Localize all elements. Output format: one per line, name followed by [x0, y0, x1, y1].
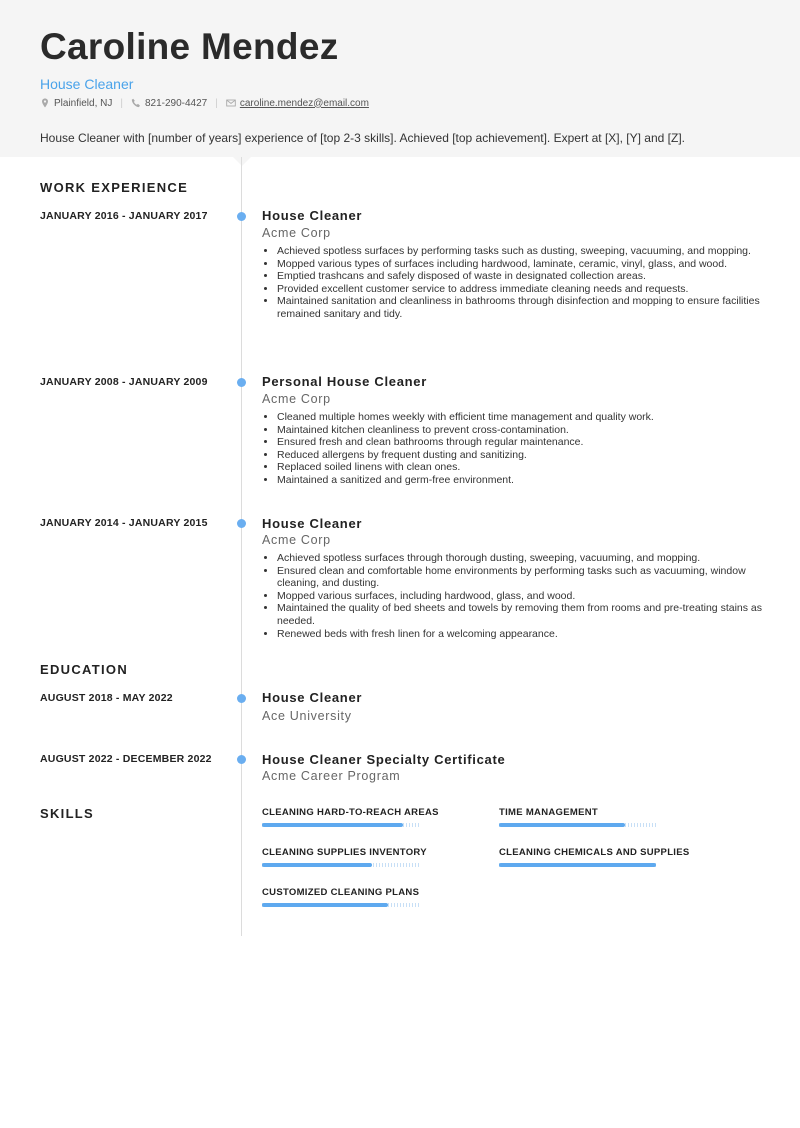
bullet-item: • Provided excellent customer service to address immediate cleaning needs and requests.: [277, 283, 767, 296]
timeline-line: [241, 157, 242, 936]
timeline-dot: [237, 755, 246, 764]
mail-icon: [226, 98, 236, 108]
profile-summary: House Cleaner with [number of years] experience of [top 2-3 skills]. Achieved [top achievement]. Expert at [X], [Y] and [Z].: [40, 131, 685, 145]
bullet-item: • Maintained kitchen cleanliness to prevent cross-contamination.: [277, 424, 767, 437]
candidate-name: Caroline Mendez: [40, 26, 339, 67]
bullet-item: • Achieved spotless surfaces through thorough dusting, sweeping, vacuuming, and mopping.: [277, 552, 767, 565]
bullet-item: • Ensured fresh and clean bathrooms through regular maintenance.: [277, 436, 767, 449]
location-text: Plainfield, NJ: [54, 97, 113, 109]
skill-bar-fill: [262, 823, 403, 827]
skill-name: CUSTOMIZED CLEANING PLANS: [262, 887, 420, 898]
entry-bullets: [262, 411, 767, 487]
bullet-item: • Renewed beds with fresh linen for a welcoming appearance.: [277, 628, 767, 641]
skill-item: [262, 847, 442, 867]
bullet-item: • Mopped various surfaces, including hardwood, glass, and wood.: [277, 590, 767, 603]
section-title-skills: SKILLS: [40, 806, 95, 821]
email-link[interactable]: caroline.mendez@email.com: [239, 97, 369, 109]
entry-company: Acme Corp: [262, 392, 331, 406]
section-title-work: WORK EXPERIENCE: [40, 180, 189, 195]
bullet-item: • Emptied trashcans and safely disposed of waste in designated collection areas.: [277, 270, 767, 283]
skill-item: [262, 887, 442, 907]
bullet-item: • Mopped various types of surfaces including hardwood, laminate, ceramic, vinyl, glass, and wood.: [277, 258, 767, 271]
timeline-dot: [237, 378, 246, 387]
skill-bar-fill: [499, 863, 656, 867]
skill-bar-fill: [499, 823, 625, 827]
contact-divider: |: [120, 97, 123, 109]
phone-text: 821-290-4427: [144, 97, 208, 109]
phone-icon: [131, 98, 141, 108]
entry-title: Personal House Cleaner: [262, 374, 427, 389]
section-title-education: EDUCATION: [40, 662, 129, 677]
entry-title: House Cleaner Specialty Certificate: [262, 752, 506, 767]
bullet-item: • Reduced allergens by frequent dusting and sanitizing.: [277, 449, 767, 462]
entry-dates: AUGUST 2022 - DECEMBER 2022: [40, 753, 212, 765]
entry-title: House Cleaner: [262, 208, 363, 223]
entry-bullets: [262, 552, 767, 640]
entry-company: Acme Corp: [262, 533, 331, 547]
location-pin-icon: [40, 98, 50, 108]
contact-info: [40, 96, 369, 110]
candidate-title: House Cleaner: [40, 76, 134, 92]
contact-divider: |: [215, 97, 218, 109]
entry-dates: AUGUST 2018 - MAY 2022: [40, 692, 173, 704]
bullet-item: • Maintained a sanitized and germ-free environment.: [277, 474, 767, 487]
skill-item: [262, 807, 442, 827]
skill-item: [499, 847, 690, 867]
skill-bar: [262, 823, 419, 827]
timeline-dot: [237, 519, 246, 528]
entry-dates: JANUARY 2014 - JANUARY 2015: [40, 517, 208, 529]
entry-title: House Cleaner: [262, 690, 363, 705]
header-notch: [233, 157, 251, 166]
skill-bar-fill: [262, 903, 388, 907]
bullet-item: • Cleaned multiple homes weekly with efficient time management and quality work.: [277, 411, 767, 424]
bullet-item: • Maintained the quality of bed sheets and towels by removing them from rooms and pre-treating stains as needed.: [277, 602, 767, 627]
skill-name: CLEANING SUPPLIES INVENTORY: [262, 847, 427, 858]
skill-bar: [262, 863, 419, 867]
entry-school: Ace University: [262, 709, 352, 723]
entry-dates: JANUARY 2008 - JANUARY 2009: [40, 376, 208, 388]
skill-bar: [499, 823, 656, 827]
skill-item: [499, 807, 679, 827]
entry-bullets: [262, 245, 767, 321]
entry-title: House Cleaner: [262, 516, 363, 531]
skill-bar: [262, 903, 419, 907]
skill-name: TIME MANAGEMENT: [499, 807, 598, 818]
timeline-dot: [237, 212, 246, 221]
skill-name: CLEANING HARD-TO-REACH AREAS: [262, 807, 439, 818]
bullet-item: • Ensured clean and comfortable home environments by performing tasks such as vacuuming, window cleaning, and dusting.: [277, 565, 767, 590]
bullet-item: • Maintained sanitation and cleanliness in bathrooms through disinfection and mopping to ensure facilities remained sanitary and tidy.: [277, 295, 767, 320]
skill-bar: [499, 863, 656, 867]
bullet-item: • Replaced soiled linens with clean ones.: [277, 461, 767, 474]
entry-company: Acme Corp: [262, 226, 331, 240]
skill-name: CLEANING CHEMICALS AND SUPPLIES: [499, 847, 690, 858]
entry-dates: JANUARY 2016 - JANUARY 2017: [40, 210, 208, 222]
entry-school: Acme Career Program: [262, 769, 401, 783]
bullet-item: • Achieved spotless surfaces by performing tasks such as dusting, sweeping, vacuuming, and mopping.: [277, 245, 767, 258]
timeline-dot: [237, 694, 246, 703]
resume-header: [0, 0, 800, 157]
skill-bar-fill: [262, 863, 372, 867]
